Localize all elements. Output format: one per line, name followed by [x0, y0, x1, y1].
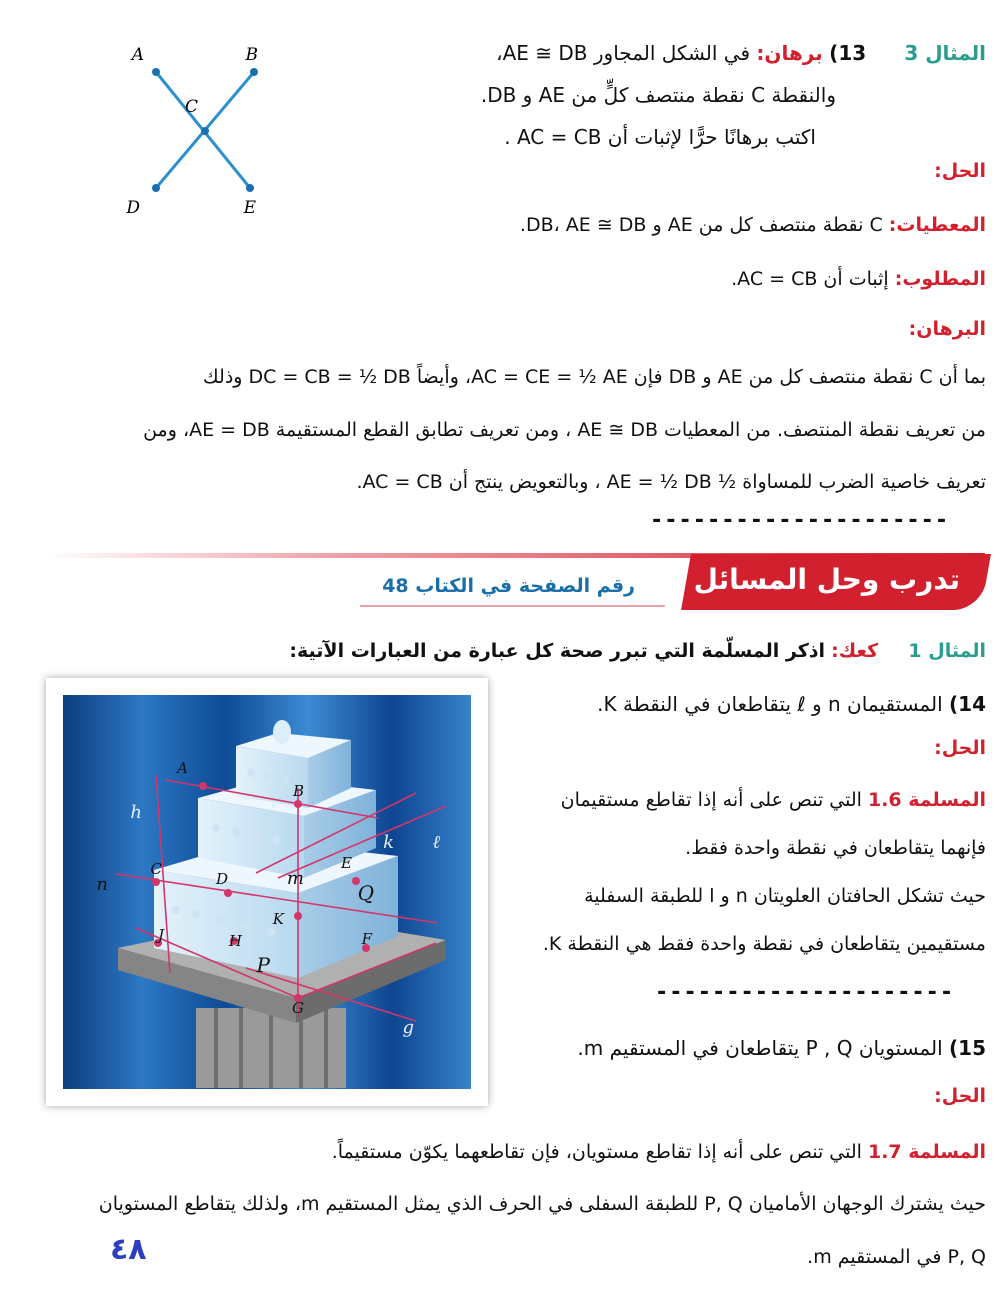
label-g: G — [292, 999, 304, 1017]
solution-heading: الحل: — [934, 160, 986, 182]
label-g-line: g — [402, 1017, 414, 1038]
proof-line-2: من تعريف نقطة المنتصف. من المعطيات AE ≅ DB ، ومن تعريف تطابق القطع المستقيمة AE = DB، ومن — [143, 419, 986, 441]
example-1 — [289, 636, 986, 666]
question-number: 13) — [829, 41, 867, 65]
question-line-3: اكتب برهانًا حرًّا لإثبات أن AC = CB . — [504, 125, 816, 149]
proof-line-3: تعريف خاصية الضرب للمساواة ½ AE = ½ DB ، وبالتعويض ينتج أن AC = CB. — [356, 471, 986, 493]
label-c: C — [150, 860, 162, 878]
point-c — [152, 878, 160, 886]
example-label: كعك: — [831, 640, 879, 662]
label-l-line: ℓ — [432, 832, 440, 853]
banner-title: تدرب وحل المسائل — [693, 563, 960, 596]
q15-line-2: حيث يشترك الوجهان الأماميان P, Q للطبقة السفلى في الحرف الذي يمثل المستقيم m، ولذلك يتقاطع المستويان — [98, 1193, 986, 1215]
example-tag: المثال 1 — [908, 640, 986, 662]
required: المطلوب: إثبات أن AC = CB. — [731, 268, 986, 290]
banner-subrule — [360, 605, 665, 607]
label-d: D — [126, 198, 140, 218]
page-number: ٤٨ — [110, 1232, 147, 1267]
q15-solution-heading: الحل: — [934, 1085, 986, 1107]
label-f: F — [361, 930, 372, 948]
question-line-1: في الشكل المجاور AE ≅ DB، — [496, 41, 751, 65]
label-b: B — [245, 45, 258, 65]
label-d: D — [215, 870, 228, 888]
cake-figure — [46, 678, 488, 1106]
question-14: 14) المستقيمان n و ℓ يتقاطعان في النقطة K. — [597, 692, 986, 716]
example-13 — [386, 32, 986, 158]
q15-line-3: P, Q في المستقيم m. — [807, 1246, 986, 1268]
label-m-line: m — [286, 868, 304, 889]
label-p: P — [256, 953, 270, 977]
label-c: C — [184, 97, 198, 117]
label-a: A — [131, 45, 144, 65]
label-n-line: n — [96, 874, 108, 895]
segments-diagram — [126, 40, 290, 220]
label-j: J — [157, 926, 164, 944]
point-c — [201, 127, 209, 135]
label-h-line: h — [130, 802, 142, 823]
label-e: E — [341, 854, 352, 872]
page-reference: رقم الصفحة في الكتاب 48 — [382, 575, 635, 597]
point-a — [152, 68, 160, 76]
label-h: H — [228, 932, 242, 950]
example-tag: المثال 3 — [904, 41, 986, 65]
q14-solution: المسلمة 1.6 التي تنص على أنه إذا تقاطع مستقيمان فإنهما يتقاطعان في نقطة واحدة فقط. حيث تشكل الحافتان العلويتان n و l للطبقة السفلية مستقيمين يتقاطعان في نقطة واحدة فقط هي النقطة K. — [542, 789, 986, 955]
point-k — [294, 912, 302, 920]
point-b — [294, 800, 302, 808]
proof-label: البرهان: — [908, 318, 986, 340]
label-q: Q — [357, 881, 374, 905]
cake-illustration — [46, 678, 488, 1106]
point-d — [224, 889, 232, 897]
point-d — [152, 184, 160, 192]
question-line-2: والنقطة C نقطة منتصف كلٍّ من AE و DB. — [480, 83, 836, 107]
question-15: 15) المستويان P , Q يتقاطعان في المستقيم m. — [577, 1036, 986, 1060]
example-instructions: اذكر المسلّمة التي تبرر صحة كل عبارة من العبارات الآتية: — [289, 640, 826, 662]
point-a — [199, 782, 207, 790]
point-b — [250, 68, 258, 76]
separator: --------------------- — [650, 508, 950, 533]
proof-line-1: بما أن C نقطة منتصف كل من AE و DB فإن AC = CE = ½ AE، وأيضاً DC = CB = ½ DB وذلك — [203, 366, 986, 388]
q15-line-1: المسلمة 1.7 التي تنص على أنه إذا تقاطع مستويان، فإن تقاطعهما يكوّن مستقيماً. — [331, 1141, 986, 1163]
label-b: B — [292, 782, 304, 800]
label-k-line: k — [383, 832, 394, 853]
label-e: E — [243, 198, 256, 218]
point-e — [246, 184, 254, 192]
label-a: A — [177, 759, 188, 777]
givens: المعطيات: C نقطة منتصف كل من AE و DB، AE ≅ DB. — [519, 214, 986, 236]
q14-solution-heading: الحل: — [934, 737, 986, 759]
question-label: برهان: — [756, 41, 823, 65]
label-k: K — [272, 910, 284, 928]
separator-2: --------------------- — [655, 980, 955, 1005]
